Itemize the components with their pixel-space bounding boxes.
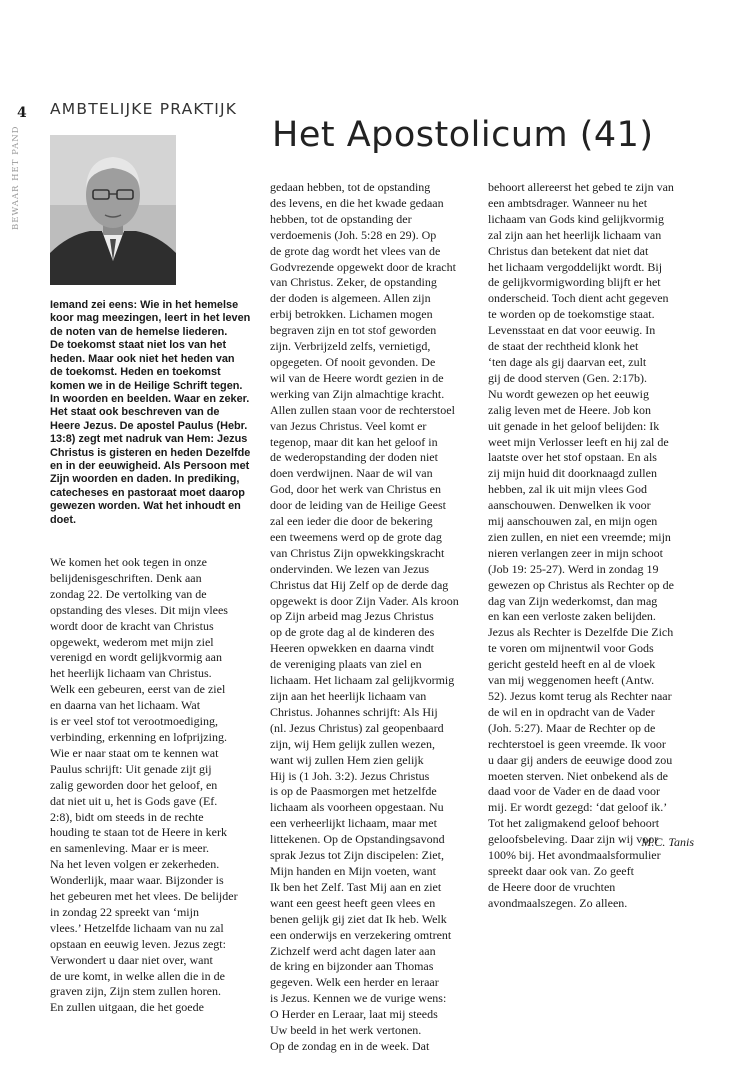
text-line: erbij betrokken. Lichamen mogen bbox=[270, 307, 433, 322]
text-line: het gebeuren met het vlees. De belijder bbox=[50, 889, 238, 904]
text-line: doet. bbox=[50, 513, 77, 526]
text-line: tegenop, maar dit kan het geloof in bbox=[270, 434, 438, 449]
text-line: het lichaam vergoddelijkt wordt. Bij bbox=[488, 259, 663, 274]
text-line: gedaan hebben, tot de opstanding bbox=[270, 180, 431, 194]
text-line: (nl. Jezus Christus) zal geopenbaard bbox=[270, 720, 444, 735]
text-line: O Herder en Leraar, laat mij steeds bbox=[270, 1007, 438, 1022]
text-line: hebben, zal ik uit mijn vlees God bbox=[488, 482, 647, 497]
text-line: verenigd en wordt gelijkvormig aan bbox=[50, 650, 222, 665]
text-line: catecheses en pastoraat moet daarop bbox=[50, 486, 245, 499]
text-line: door de leiding van de Heilige Geest bbox=[270, 498, 446, 513]
text-line: van mij weggenomen heeft (Antw. bbox=[488, 673, 655, 688]
text-line: de Heere door de vruchten bbox=[488, 879, 616, 894]
text-line: u daar gij anders de eeuwige dood zou bbox=[488, 752, 673, 767]
article-title: Het Apostolicum (41) bbox=[272, 115, 654, 155]
text-line: de wil en in opdracht van de Vader bbox=[488, 704, 655, 719]
text-line: Nu wordt gewezen op het eeuwig bbox=[488, 386, 649, 401]
text-line: Mijn handen en Mijn voeten, want bbox=[270, 863, 436, 878]
text-line: Hij is (1 Joh. 3:2). Jezus Christus bbox=[270, 768, 430, 783]
text-line: geloofsbeleving. Daar zijn wij voor bbox=[488, 832, 659, 847]
text-line: gericht gesteld heeft en al de vloek bbox=[488, 657, 656, 672]
text-line: Wie er naar staat om te kennen wat bbox=[50, 745, 219, 760]
text-line: Het staat ook beschreven van de bbox=[50, 406, 220, 419]
text-line: zondag 22. De vertolking van de bbox=[50, 586, 207, 601]
text-line: en in der eeuwigheid. Als Persoon met bbox=[50, 460, 250, 473]
text-line: lichaam. Het lichaam zal gelijkvormig bbox=[270, 673, 455, 688]
section-heading: AMBTELIJKE PRAKTIJK bbox=[50, 100, 238, 118]
text-line: de toekomst. Heden en toekomst bbox=[50, 366, 221, 379]
text-line: aanschouwen. Denwelken ik voor bbox=[488, 498, 651, 513]
text-line: het heerlijk lichaam van Christus. bbox=[50, 666, 212, 681]
text-line: is op de Paasmorgen met hetzelfde bbox=[270, 784, 437, 799]
text-line: komen we in de Heilige Schrift tegen. bbox=[50, 379, 243, 392]
text-line: behoort allereerst het gebed te zijn van bbox=[488, 180, 674, 194]
text-line: de grote dag wordt het vlees van de bbox=[270, 243, 441, 258]
column-1 bbox=[50, 555, 250, 1016]
text-line: zijn, wij Hem gelijk zullen wezen, bbox=[270, 736, 435, 751]
text-line: op Zijn arbeid mag Jezus Christus bbox=[270, 609, 434, 624]
text-line: een verheerlijkt lichaam, maar met bbox=[270, 816, 437, 831]
text-line: de staat der rechtheid klonk het bbox=[488, 339, 639, 354]
text-line: (Job 19: 25-27). Werd in zondag 19 bbox=[488, 561, 659, 576]
text-line: Welk een gebeuren, eerst van de ziel bbox=[50, 682, 226, 697]
text-line: zalig geworden door het geloof, en bbox=[50, 777, 218, 792]
text-line: gegeven. Welk een herder en leraar bbox=[270, 975, 439, 990]
text-line: Na het leven volgen er zekerheden. bbox=[50, 857, 220, 872]
text-line: opgewekt is door Zijn Vader. Als kroon bbox=[270, 593, 459, 608]
text-line: 52). Jezus komt terug als Rechter naar bbox=[488, 689, 672, 703]
text-line: De toekomst staat niet los van het bbox=[50, 339, 227, 352]
text-line: wordt door de kracht van Christus bbox=[50, 618, 214, 633]
text-line: opgegeten. Of nooit gevonden. De bbox=[270, 354, 436, 369]
author-photo bbox=[50, 135, 176, 285]
text-line: opstaan en eeuwig leven. Jezus zegt: bbox=[50, 936, 226, 951]
text-line: gewezen op Christus als Rechter op de bbox=[488, 577, 674, 592]
text-line: moeten sterven. Niet onbekend als de bbox=[488, 768, 668, 783]
text-line: de ure komt, in welke allen die in de bbox=[50, 968, 225, 983]
intro-paragraph bbox=[50, 299, 250, 527]
text-line: Christus dan betekent dat niet dat bbox=[488, 243, 649, 258]
text-line: der doden is algemeen. Allen zijn bbox=[270, 291, 431, 306]
text-line: zij mijn huid dit doorknaagd zullen bbox=[488, 466, 657, 481]
text-line: Christus is gisteren en heden Dezelfde bbox=[50, 446, 251, 459]
text-line: van Christus Zijn opwekkingskracht bbox=[270, 545, 445, 560]
text-line: van Christus. Zeker, de opstanding bbox=[270, 275, 437, 290]
text-line: Ik ben het Zelf. Tast Mij aan en ziet bbox=[270, 879, 442, 894]
text-line: mij aanschouwen zal, en mijn ogen bbox=[488, 514, 658, 529]
text-line: Christus. Johannes schrijft: Als Hij bbox=[270, 704, 438, 719]
text-line: opstanding des vleses. Dit mijn vlees bbox=[50, 602, 228, 617]
text-line: 13:8) zegt met nadruk van Hem: Jezus bbox=[50, 433, 248, 446]
text-line: des levens, en die het kwade gedaan bbox=[270, 195, 444, 210]
text-line: een tweemens werd op de grote dag bbox=[270, 529, 442, 544]
text-line: en kan een verloste zaken belijden. bbox=[488, 609, 656, 624]
text-line: (Joh. 5:27). Maar de Rechter op de bbox=[488, 720, 656, 735]
text-line: nieren verlangen zeer in mijn schoot bbox=[488, 545, 663, 560]
text-line: gij de dood sterven (Gen. 2:17b). bbox=[488, 370, 647, 385]
author-signature: M.C. Tanis bbox=[641, 835, 694, 849]
text-line: Paulus schrijft: Uit genade zijt gij bbox=[50, 761, 212, 776]
text-line: laatste over het stof opstaan. En als bbox=[488, 450, 657, 465]
text-line: Op de zondag en in de week. Dat bbox=[270, 1038, 430, 1053]
text-line: is Jezus. Kennen we de vurige wens: bbox=[270, 991, 447, 1006]
text-line: zijn. Verbrijzeld zelfs, vernietigd, bbox=[270, 339, 431, 354]
text-line: ondervinden. We lezen van Jezus bbox=[270, 561, 430, 576]
text-line: een onderwijs en verzekering omtrent bbox=[270, 927, 452, 942]
text-line: de wederopstanding der doden niet bbox=[270, 450, 438, 465]
text-line: zal een ieder die door de bekering bbox=[270, 514, 433, 529]
text-line: weet mijn Verlosser leeft en hij zal de bbox=[488, 434, 669, 449]
text-line: zien zullen, en niet een vreemde; mijn bbox=[488, 529, 671, 544]
text-line: een ambtsdrager. Wanneer nu het bbox=[488, 195, 648, 210]
text-line: de vereniging plaats van ziel en bbox=[270, 657, 422, 672]
text-line: de gelijkvormigwording blijft er het bbox=[488, 275, 661, 290]
text-line: sprak Jezus tot Zijn discipelen: Ziet, bbox=[270, 848, 444, 863]
text-line: Verwondert u daar niet over, want bbox=[50, 952, 213, 967]
portrait-image bbox=[50, 135, 176, 285]
text-line: Tot het zaligmakend geloof behoort bbox=[488, 816, 660, 831]
text-line: Iemand zei eens: Wie in het hemelse bbox=[50, 299, 239, 311]
side-label bbox=[11, 125, 29, 230]
text-line: zal zijn aan het heerlijk lichaam van bbox=[488, 227, 662, 242]
text-line: onderscheid. Toch dient acht gegeven bbox=[488, 291, 669, 306]
text-line: Christus dat Hij Zelf op de derde dag bbox=[270, 577, 449, 592]
text-line: gewezen worden. Wat het inhoudt en bbox=[50, 500, 241, 513]
text-line: Uw beeld in het werk vertonen. bbox=[270, 1023, 422, 1038]
text-line: Godvrezende opgewekt door de kracht bbox=[270, 259, 456, 274]
text-line: verbinding, erkenning en lofprijzing. bbox=[50, 729, 227, 744]
text-line: want wij zullen Hem zien gelijk bbox=[270, 752, 424, 767]
text-line: en samenleving. Maar er is meer. bbox=[50, 841, 209, 856]
text-line: littekenen. Op de Opstandingsavond bbox=[270, 832, 445, 847]
text-line: avondmaalszegen. Zo alleen. bbox=[488, 895, 628, 910]
text-line: God, door het werk van Christus en bbox=[270, 482, 441, 497]
text-line: te voren om mijnentwil voor Gods bbox=[488, 641, 654, 656]
text-line: zijn aan het heerlijk lichaam van bbox=[270, 689, 427, 703]
text-line: 2:8), bidt om steeds in de rechte bbox=[50, 809, 204, 824]
text-line: verdoemenis (Joh. 5:28 en 29). Op bbox=[270, 227, 437, 242]
text-line: daad voor de Vader en de daad voor bbox=[488, 784, 661, 799]
text-line: is er veel stof tot verootmoediging, bbox=[50, 714, 218, 729]
text-line: Heere Jezus. De apostel Paulus (Hebr. bbox=[50, 419, 248, 432]
page-number: 4 bbox=[17, 105, 27, 121]
text-line: wil van de Heere wordt gezien in de bbox=[270, 370, 444, 385]
text-line: begraven zijn en tot stof geworden bbox=[270, 323, 437, 338]
text-line: werking van Zijn almachtige kracht. bbox=[270, 386, 445, 401]
text-line: doen verdwijnen. Naar de wil van bbox=[270, 466, 433, 481]
text-line: de noten van de hemelse liederen. bbox=[50, 325, 228, 338]
text-line: heden. Maar ook niet het heden van bbox=[50, 352, 235, 365]
text-line: mij. Er wordt gezegd: ‘dat geloof ik.’ bbox=[488, 800, 668, 815]
text-line: koor mag meezingen, leert in het leven bbox=[50, 312, 251, 325]
text-line: op de grote dag al de kinderen des bbox=[270, 625, 435, 640]
column-3 bbox=[488, 180, 693, 912]
text-line: We komen het ook tegen in onze bbox=[50, 555, 207, 569]
text-line: hebben, tot de opstanding der bbox=[270, 211, 412, 226]
text-line: in zondag 22 spreekt van ‘mijn bbox=[50, 904, 199, 919]
text-line: 100% bij. Het avondmaalsformulier bbox=[488, 848, 661, 863]
text-line: houding te staan tot de Heere in kerk bbox=[50, 825, 227, 840]
text-line: benen gelijk gij ziet dat Ik heb. Welk bbox=[270, 911, 447, 926]
text-line: dag van Zijn wederkomst, dan mag bbox=[488, 593, 658, 608]
column-2 bbox=[270, 180, 475, 1055]
text-line: Levensstaat en dat voor eeuwig. In bbox=[488, 323, 656, 338]
text-line: van Jezus Christus. Veel komt er bbox=[270, 418, 427, 433]
text-line: belijdenisgeschriften. Denk aan bbox=[50, 570, 202, 585]
text-line: opgewekt, wederom met mijn ziel bbox=[50, 634, 214, 649]
text-line: spreekt daar ook van. Zo geeft bbox=[488, 863, 634, 878]
text-line: Wonderlijk, maar waar. Bijzonder is bbox=[50, 873, 224, 888]
text-line: en daarna van het lichaam. Wat bbox=[50, 698, 201, 713]
text-line: lichaam van Gods kind gelijkvormig bbox=[488, 211, 664, 226]
text-line: te worden op de toekomstige staat. bbox=[488, 307, 655, 322]
text-line: Allen zullen staan voor de rechterstoel bbox=[270, 402, 455, 417]
text-line: lichaam als voorheen opgestaan. Nu bbox=[270, 800, 444, 815]
text-line: graven zijn, Zijn stem zullen horen. bbox=[50, 984, 221, 999]
text-line: In woorden en beelden. Waar en zeker. bbox=[50, 392, 250, 405]
text-line: Zichzelf werd acht dagen later aan bbox=[270, 943, 436, 958]
text-line: En zullen uitgaan, die het goede bbox=[50, 1000, 204, 1015]
text-line: ‘ten dage als gij daarvan eet, zult bbox=[488, 354, 647, 369]
text-line: dat niet uit u, het is Gods gave (Ef. bbox=[50, 793, 218, 808]
text-line: Jezus als Rechter is Dezelfde Die Zich bbox=[488, 625, 674, 640]
text-line: zalig leven met de Heere. Job kon bbox=[488, 402, 651, 417]
text-line: Zijn woorden en daden. In prediking, bbox=[50, 473, 240, 486]
text-line: rechterstoel is geen vreemde. Ik voor bbox=[488, 736, 666, 751]
text-line: vlees.’ Hetzelfde lichaam van nu zal bbox=[50, 920, 224, 935]
text-line: uit genade in het geloof belijden: Ik bbox=[488, 418, 660, 433]
text-line: want een geest heeft geen vlees en bbox=[270, 895, 436, 910]
side-label-text: BEWAAR HET PAND bbox=[11, 125, 21, 230]
text-line: de kring en bijzonder aan Thomas bbox=[270, 959, 434, 974]
text-line: Heeren opwekken en daarna vindt bbox=[270, 641, 434, 656]
